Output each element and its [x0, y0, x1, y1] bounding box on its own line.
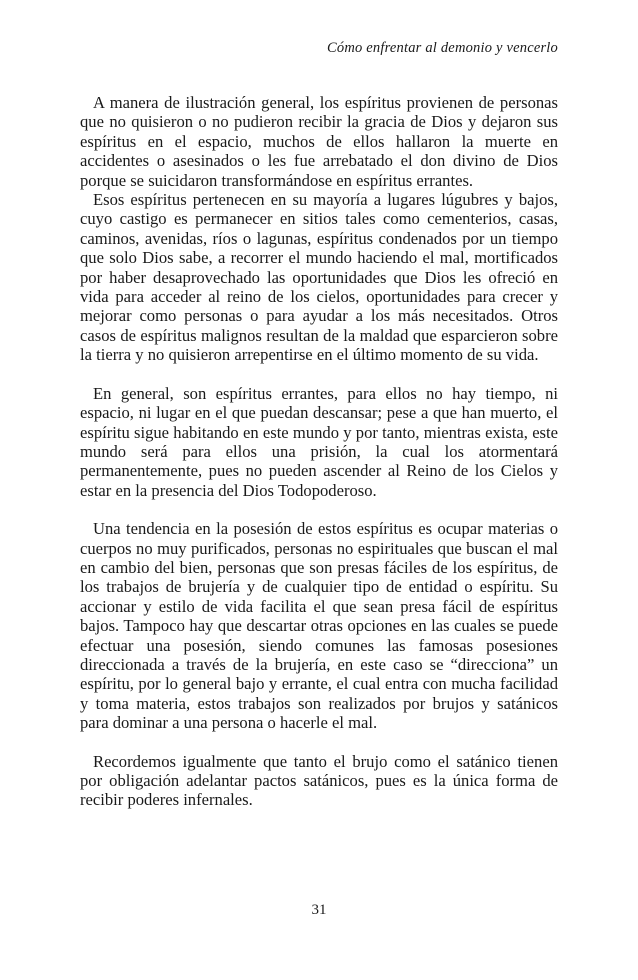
paragraph: En general, son espíritus errantes, para ellos no hay tiempo, ni espacio, ni lugar en el que puedan descansar; pese a que han muerto, el espíritu sigue habitando en este mundo y por tanto, mientras exista, este mundo será para ellos una prisión, la cual los atormentará permanentemente, pues no pueden ascender al Reino de los Cielos y estar en la presencia del Dios Todopoderoso.: [80, 383, 558, 500]
running-header: Cómo enfrentar al demonio y vencerlo: [327, 40, 558, 56]
paragraph: Esos espíritus pertenecen en su mayoría a lugares lúgubres y bajos, cuyo castigo es permanecer en sitios tales como cementerios, casas, caminos, avenidas, ríos o lagunas, espíritus condenados por un tiempo que solo Dios sabe, a recorrer el mundo haciendo el mal, mortificados por haber desaprovechado las oportunidades que Dios les ofreció en vida para acceder al reino de los cielos, oportunidades para crecer y mejorar como personas o para ayudar a los más necesitados. Otros casos de espíritus malignos resultan de la maldad que esparcieron sobre la tierra y no quisieron arrepentirse en el último momento de su vida.: [80, 190, 558, 365]
paragraph: Recordemos igualmente que tanto el brujo como el satánico tienen por obligación adelantar pactos satánicos, pues es la única forma de recibir poderes infernales.: [80, 751, 558, 810]
paragraph: Una tendencia en la posesión de estos espíritus es ocupar materias o cuerpos no muy purificados, personas no espirituales que buscan el mal en cambio del bien, personas que son presas fáciles de los espíritus, de los trabajos de brujería y de cualquier tipo de entidad o espíritu. Su accionar y estilo de vida facilita el que sean presa fácil de espíritus bajos. Tampoco hay que descartar otras opciones en las cuales se puede efectuar una posesión, siendo comunes las famosas posesiones direccionada a través de la brujería, en este caso se “direcciona” un espíritu, por lo general bajo y errante, el cual entra con mucha facilidad y toma materia, estos trabajos son realizados por brujos y satánicos para dominar a una persona o hacerle el mal.: [80, 519, 558, 733]
paragraph: A manera de ilustración general, los espíritus provienen de personas que no quisieron o no pudieron recibir la gracia de Dios y dejaron sus espíritus en el espacio, muchos de ellos hallaron la muerte en accidentes o asesinados o les fue arrebatado el don divino de Dios porque se suicidaron transformándose en espíritus errantes.: [80, 93, 558, 190]
body-text: [80, 93, 558, 810]
page-number: 31: [311, 902, 327, 918]
